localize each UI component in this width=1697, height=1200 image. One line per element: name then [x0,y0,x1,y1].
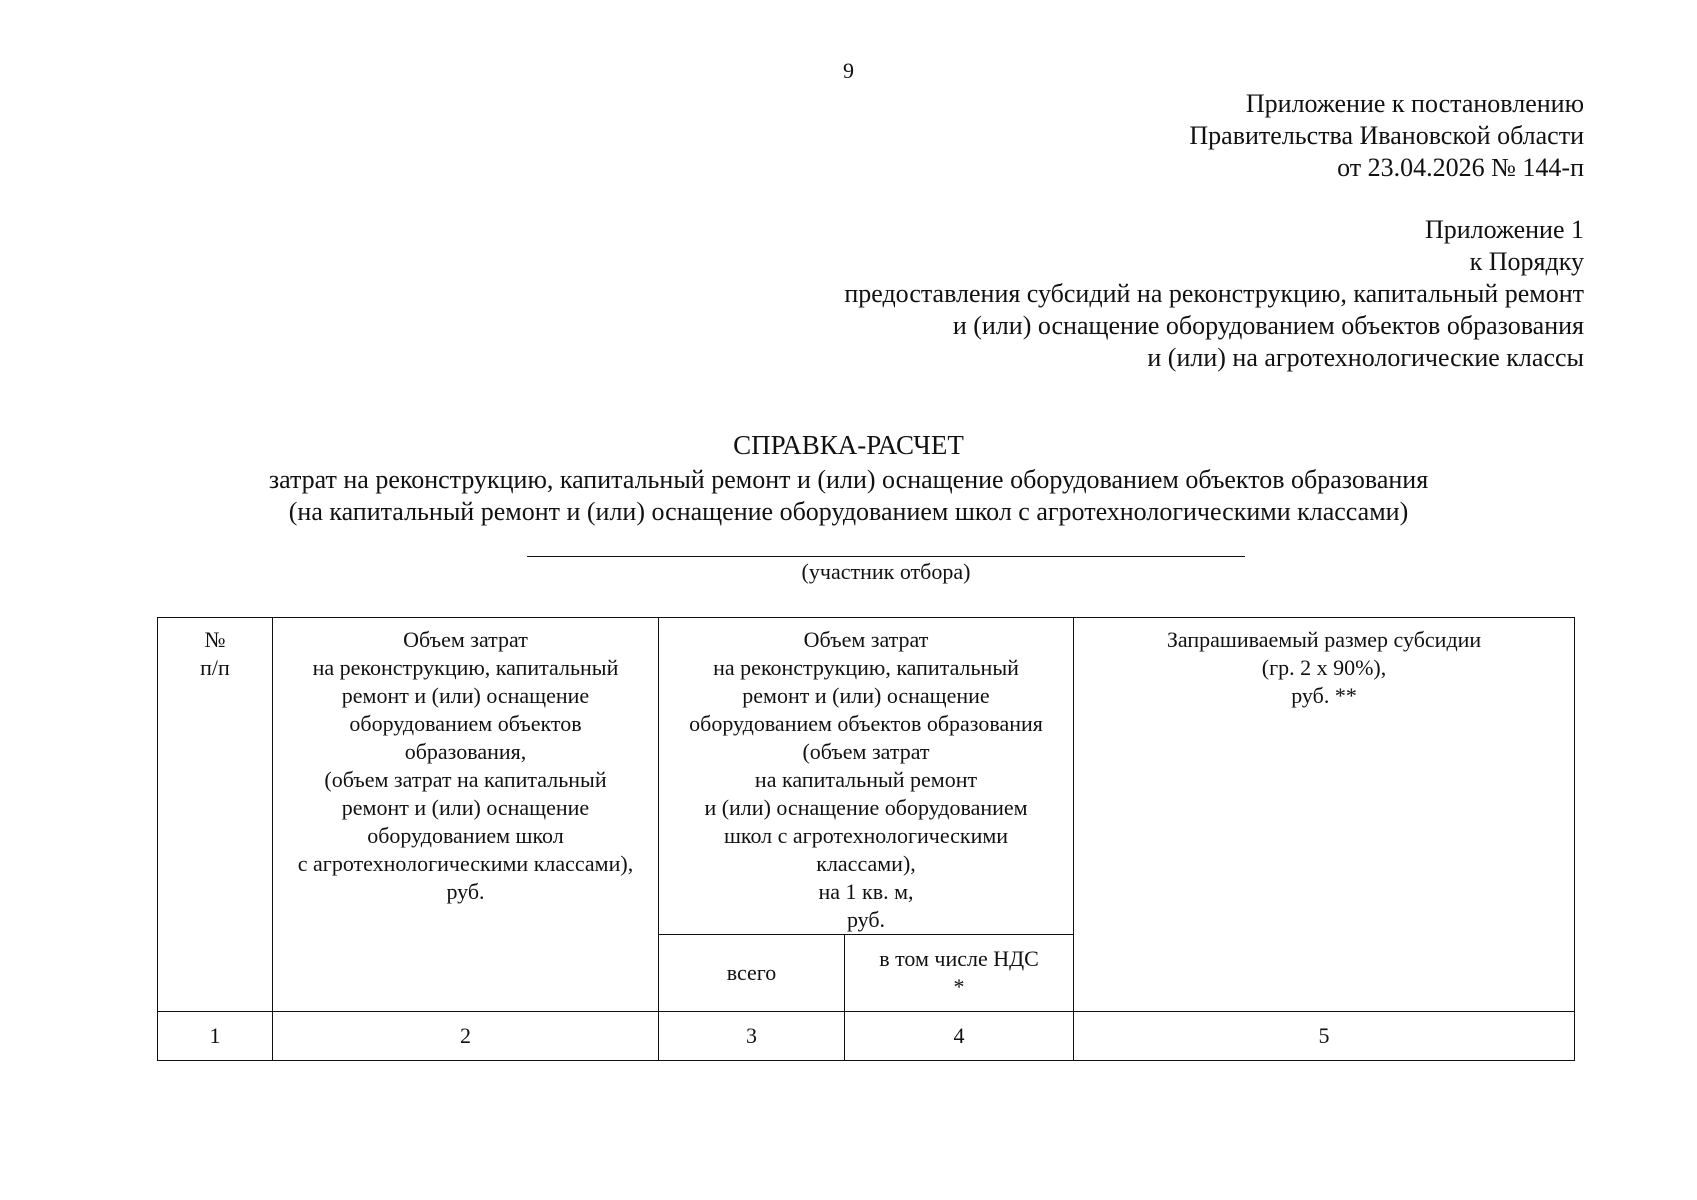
header-text-line: оборудованием объектов [349,711,582,736]
page-number: 9 [843,58,854,83]
participant-signature-line [527,556,1245,557]
column-number-cell: 4 [845,1012,1074,1061]
header-text-line: оборудованием школ [367,823,564,848]
header-text-line: Запрашиваемый размер субсидии [1166,627,1482,652]
header-text-line: и (или) оснащение оборудованием [704,795,1028,820]
appendix-header [1189,88,1584,184]
table-header-row [158,618,1575,935]
header-cell-costs-per-sqm [659,618,1074,935]
header-cell-total-costs [273,618,659,1012]
header-text-line: школ с агротехнологическими [723,823,1009,848]
header-text-line: ремонт и (или) оснащение [742,683,990,708]
header-text-line: ремонт и (или) оснащение [341,683,590,708]
column-number-cell: 2 [273,1012,659,1061]
header-cell-requested-subsidy [1074,618,1575,1012]
header-text-line: на капитальный ремонт [754,767,978,792]
order-appendix-line: к Порядку [1469,247,1584,276]
subheader-cell-vat [845,935,1074,1012]
header-text-line: Объем затрат [803,627,929,652]
column-number-cell: 3 [659,1012,845,1061]
table-column-number-row [158,1012,1575,1061]
column-number-cell: 5 [1074,1012,1575,1061]
header-text-line: ремонт и (или) оснащение [341,795,590,820]
header-text-line: руб. ** [1291,683,1357,708]
header-text-line: образования, [404,739,527,764]
document-subtitle [0,464,1697,528]
header-text-line: оборудованием объектов образования [689,711,1043,736]
order-appendix-line: и (или) оснащение оборудованием объектов образования [952,311,1584,340]
subheader-text: всего [726,960,777,985]
subtitle-line: затрат на реконструкцию, капитальный ремонт и (или) оснащение оборудованием объектов образования [268,465,1429,494]
header-text-line: п/п [200,655,230,680]
order-appendix-header [844,214,1584,374]
column-number-cell: 1 [158,1012,273,1061]
subtitle-line: (на капитальный ремонт и (или) оснащение оборудованием школ с агротехнологическими классами) [288,497,1409,526]
participant-caption: (участник отбора) [801,559,971,584]
order-appendix-line: Приложение 1 [1424,215,1584,244]
header-text-line: руб. [446,879,485,904]
header-text-line: (объем затрат [802,739,930,764]
order-appendix-line: и (или) на агротехнологические классы [1147,343,1584,372]
subheader-text-line: в том числе НДС [879,946,1039,971]
order-appendix-line: предоставления субсидий на реконструкцию, капитальный ремонт [844,279,1584,308]
header-text-line: на 1 кв. м, [818,879,914,904]
header-text-line: с агротехнологическими классами), [297,851,634,876]
appendix-line: Приложение к постановлению [1245,89,1584,118]
document-title: СПРАВКА-РАСЧЕТ [733,430,964,460]
appendix-line: Правительства Ивановской области [1189,121,1584,150]
header-text-line: (объем затрат на капитальный [324,767,607,792]
header-text-line: на реконструкцию, капитальный [713,655,1019,680]
header-text-line: на реконструкцию, капитальный [312,655,619,680]
header-text-line: № [204,627,226,652]
header-text-line: классами), [816,851,916,876]
appendix-line: от 23.04.2026 № 144-п [1337,153,1584,182]
subheader-cell-total [659,935,845,1012]
calculation-table [157,617,1575,1061]
header-text-line: Объем затрат [403,627,528,652]
subheader-text-line: * [953,974,965,999]
header-cell-number [158,618,273,1012]
header-text-line: руб. [846,907,886,932]
header-text-line: (гр. 2 х 90%), [1261,655,1387,680]
